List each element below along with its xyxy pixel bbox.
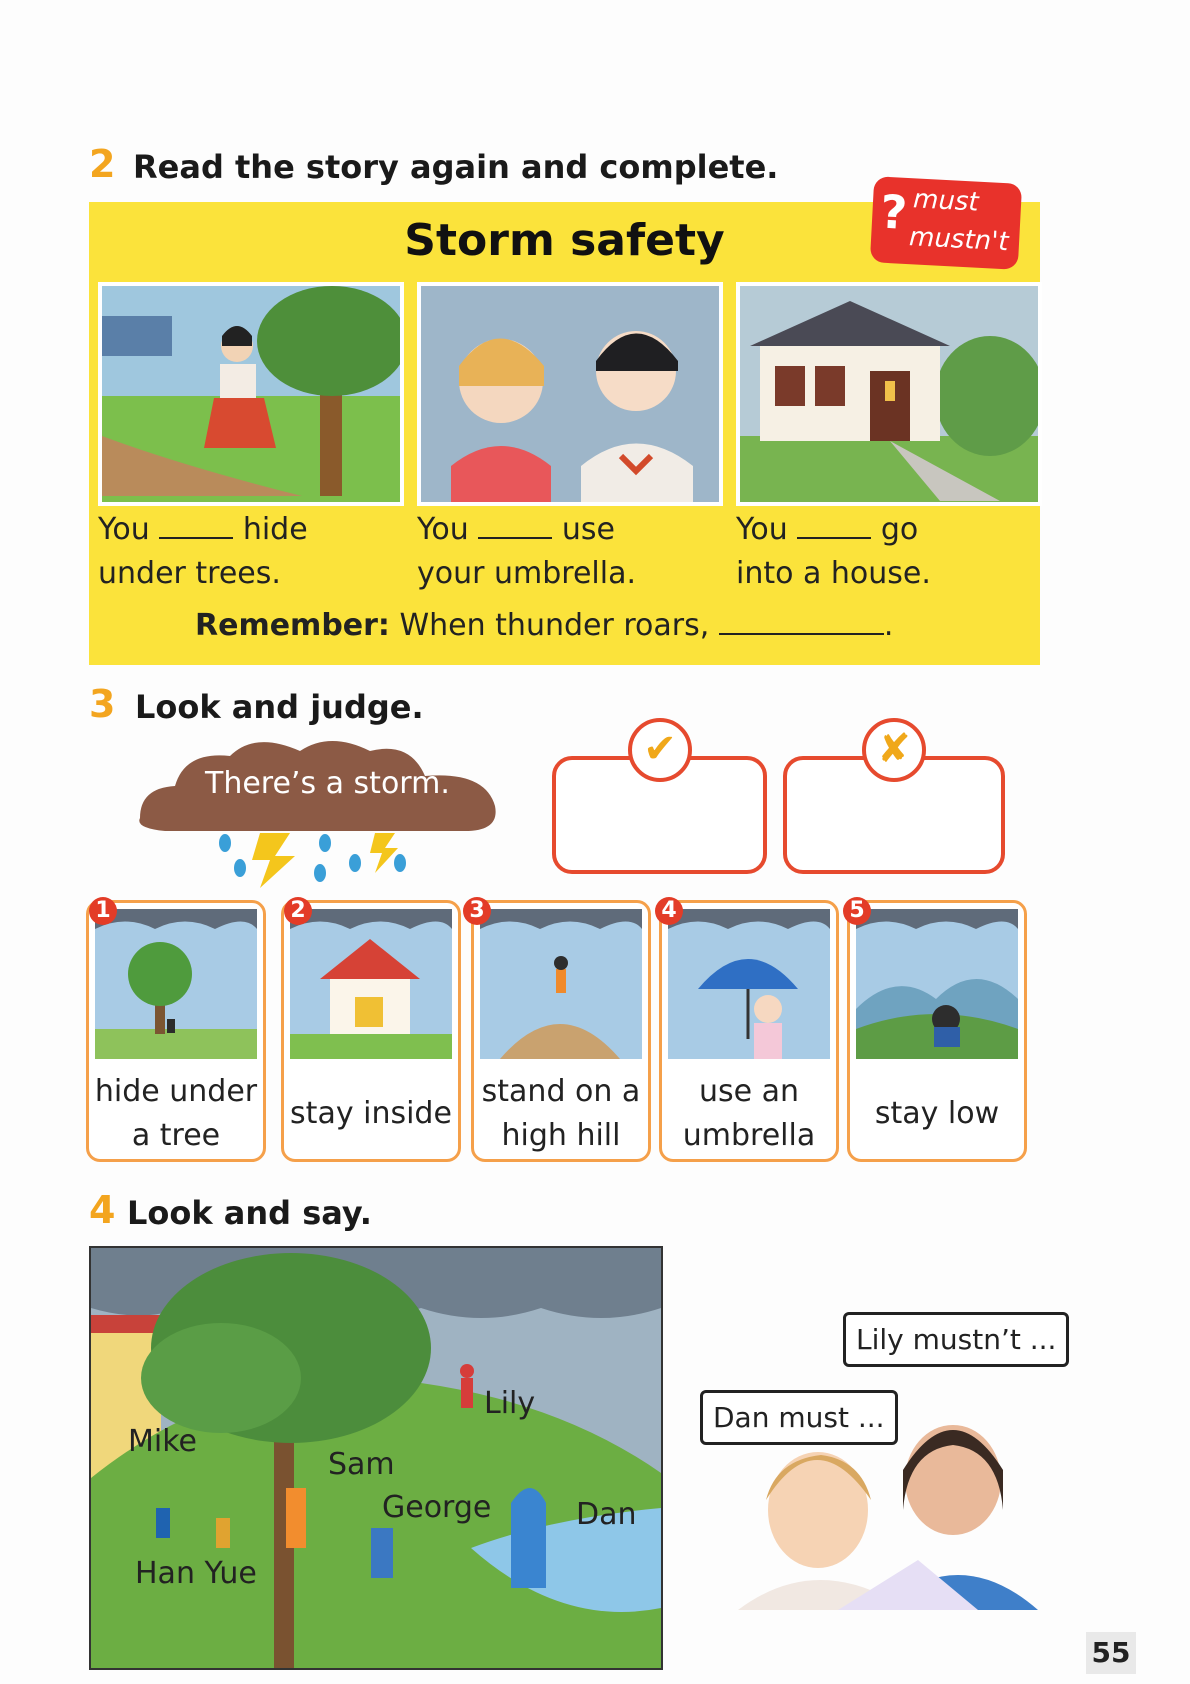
page-number: 55 (1086, 1632, 1136, 1674)
section-4-title: Look and say. (127, 1194, 372, 1232)
scene-label-mike: Mike (128, 1424, 197, 1459)
panel-1-sentence (98, 508, 398, 596)
panel-2-text-line2: your umbrella. (417, 556, 636, 591)
section-4-number: 4 (89, 1188, 116, 1232)
section-2-title: Read the story again and complete. (133, 148, 779, 186)
scene-label-sam: Sam (328, 1447, 395, 1482)
cross-mark-icon: ✘ (862, 718, 926, 782)
card-4-number: 4 (655, 897, 683, 925)
card-4-picture (668, 909, 830, 1059)
tag-word-must: must (912, 184, 980, 218)
cloud-text: There’s a storm. (205, 766, 450, 801)
question-mark-icon: ? (879, 184, 909, 240)
check-mark-icon: ✔ (628, 718, 692, 782)
panel-1-text-line2: under trees. (98, 556, 281, 591)
remember-text: When thunder roars, (399, 608, 710, 643)
card-2-number: 2 (284, 897, 312, 925)
remember-blank[interactable] (719, 611, 884, 635)
card-stay-inside[interactable] (281, 900, 461, 1162)
panel-2-text-b: use (561, 512, 615, 547)
section-3-title: Look and judge. (135, 688, 424, 726)
card-4-label: use an umbrella (682, 1074, 816, 1153)
two-girls-reading-picture (728, 1400, 1038, 1610)
card-stay-low[interactable] (847, 900, 1027, 1162)
panel-3-blank[interactable] (797, 515, 871, 539)
panel-3-text-b: go (880, 512, 919, 547)
speech-bubble-left: Dan must ... (700, 1390, 898, 1445)
tag-word-mustnt: mustn't (908, 222, 1010, 258)
panel-2-blank[interactable] (478, 515, 552, 539)
card-1-picture (95, 909, 257, 1059)
card-1-label: hide under a tree (94, 1074, 258, 1153)
scene-label-lily: Lily (484, 1386, 536, 1421)
section-2-number: 2 (89, 142, 116, 186)
storm-safety-title: Storm safety (404, 215, 725, 266)
panel-3-sentence (736, 508, 1036, 596)
panel-3-text-a: You (736, 512, 788, 547)
remember-period: . (883, 608, 894, 643)
card-stand-on-high-hill[interactable] (471, 900, 651, 1162)
panel-2-text-a: You (417, 512, 469, 547)
story-picture-house-in-rain (736, 282, 1042, 506)
story-picture-two-girls (417, 282, 723, 506)
panel-3-text-line2: into a house. (736, 556, 931, 591)
panel-1-blank[interactable] (159, 515, 233, 539)
scene-label-han-yue: Han Yue (135, 1556, 257, 1591)
section-3-number: 3 (89, 682, 116, 726)
card-5-picture (856, 909, 1018, 1059)
card-2-label: stay inside (290, 1096, 452, 1131)
scene-label-george: George (382, 1490, 492, 1525)
card-5-label: stay low (874, 1096, 1000, 1131)
speech-bubble-right: Lily mustn’t ... (843, 1312, 1069, 1367)
card-3-number: 3 (463, 897, 491, 925)
story-picture-girl-under-tree (98, 282, 404, 506)
card-5-number: 5 (843, 897, 871, 925)
card-3-label: stand on a high hill (481, 1074, 641, 1153)
storm-cloud-icon (130, 738, 515, 898)
card-use-an-umbrella[interactable] (659, 900, 839, 1162)
card-hide-under-tree[interactable] (86, 900, 266, 1162)
panel-1-text-b: hide (242, 512, 308, 547)
remember-label: Remember: (195, 608, 390, 643)
must-mustnt-tag (870, 176, 1022, 270)
panel-1-text-a: You (98, 512, 150, 547)
card-3-picture (480, 909, 642, 1059)
scene-label-dan: Dan (576, 1497, 637, 1532)
card-2-picture (290, 909, 452, 1059)
card-1-number: 1 (89, 897, 117, 925)
panel-2-sentence (417, 508, 717, 596)
remember-sentence (195, 608, 893, 643)
